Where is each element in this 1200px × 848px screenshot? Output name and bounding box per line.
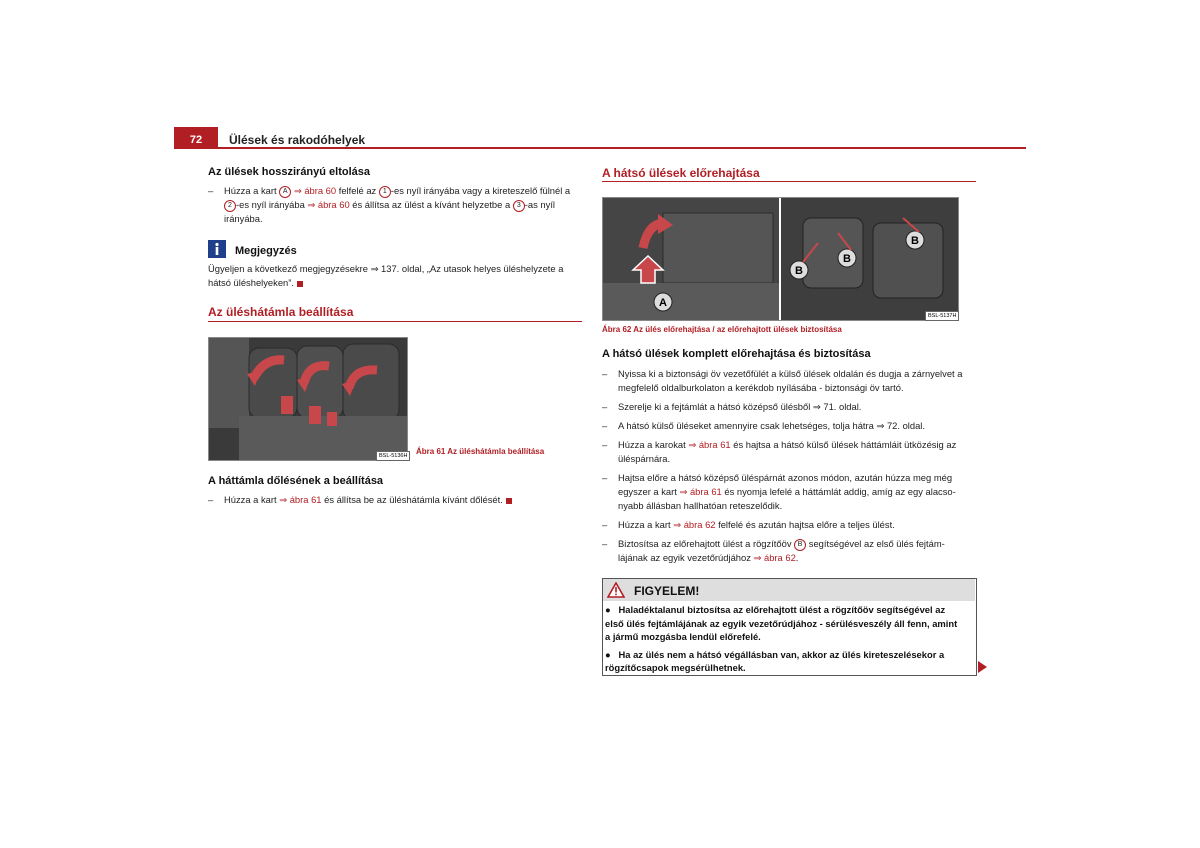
subheading-inclination: A háttámla dőlésének a beállítása [208,475,384,487]
section-rule [602,181,976,182]
figure-62-caption: Ábra 62 Az ülés előrehajtása / az előrehajtott ülések biztosítása [602,325,842,334]
warning-text [605,603,973,675]
end-marker [297,281,303,287]
figure-62-image [602,197,959,321]
page-number: 72 [174,127,218,148]
figure-code: BSL-5137H [925,311,959,321]
list-item: – Húzza a kart ⇒ ábra 62 felfelé és azután hajtsa előre a teljes ülést. [602,519,895,530]
figure-reference: ábra 61 [698,439,731,450]
list-item: – Húzza a karokat ⇒ ábra 61 és hajtsa a hátsó külső ülések háttámláit ütközésig az üléspárnára. [602,439,957,464]
header-rule [174,147,1026,149]
warning-triangle-icon [607,582,625,603]
list-item: – Húzza a kart A ⇒ ábra 60 felfelé az 1 -es nyíl irányába vagy a kireteszelő fülnél a 2 -es nyíl irányába ⇒ ábra 60 és állítsa az ülést a kívánt helyzetbe a 3 -as nyíl irányába. [208,185,571,224]
section-heading-backrest: Az üléshátámla beállítása [208,305,354,319]
list-item: – A hátsó külső üléseket amennyire csak lehetséges, tolja hátra ⇒ 72. oldal. [602,420,925,431]
callout-1: 1 [379,186,391,198]
figure-reference: ábra 62 [763,552,796,563]
instruction-list [602,367,982,565]
section-heading-fold: A hátsó ülések előrehajtása [602,166,760,180]
list-item: – Szerelje ki a fejtámlát a hátsó középső ülésből ⇒ 71. oldal. [602,401,862,412]
list-item: – Biztosítsa az előrehajtott ülést a rögzítőöv B segítségével az első ülés fejtám- lájának az egyik vezetőrúdjához ⇒ ábra 62. [602,538,945,563]
figure-reference: ábra 60 [304,185,337,196]
callout-3: 3 [513,200,525,212]
callout-label-b: B [795,265,803,277]
list-item: – Húzza a kart ⇒ ábra 61 és állítsa be az üléshátámla kívánt dőlését. [208,493,588,507]
callout-label-b: B [911,235,919,247]
figure-reference: ábra 60 [317,199,350,210]
figure-reference: ábra 62 [683,519,716,530]
list-item: – Nyissa ki a biztonsági öv vezetőfülét a külső ülések oldalán és dugja a zárnyelvet a megfelelő oldalburkolaton a kerékdob nyílásába - biztonsági öv tartó. [602,368,963,393]
warning-bullet: ● Haladéktalanul biztosítsa az előrehajtott ülést a rögzítőöv segítségével az első ülés fejtámlájának az egyik vezetőrúdjához - sérülésveszély áll fenn, amint a jármű mozgásba lendül előrefelé. [605,604,958,642]
warning-title: FIGYELEM! [634,584,700,598]
section-rule [208,321,582,322]
info-icon [208,240,226,258]
warning-bullet: ● Ha az ülés nem a hátsó végállásban van, akkor az ülés kireteszelésekor a rögzítőcsapok megsérülhetnek. [605,648,945,673]
subheading-longitudinal: Az ülések hosszirányú eltolása [208,166,371,178]
end-marker [506,498,512,504]
note-title: Megjegyzés [235,245,297,257]
callout-b: B [794,539,806,551]
figure-reference: ábra 61 [689,486,722,497]
note-text: Ügyeljen a következő megjegyzésekre ⇒ 137. oldal, „Az utasok helyes üléshelyzete a hátsó üléshelyeken”. [208,263,564,288]
figure-reference: ábra 61 [289,494,322,505]
chapter-title: Ülések és rakodóhelyek [229,133,366,147]
figure-61-image [208,337,408,461]
subheading-complete-fold: A hátsó ülések komplett előrehajtása és biztosítása [602,348,871,360]
callout-a: A [279,186,291,198]
figure-61-caption: Ábra 61 Az üléshátámla beállítása [416,447,545,456]
callout-label-a: A [659,297,667,309]
callout-label-b: B [843,253,851,265]
callout-2: 2 [224,200,236,212]
figure-code: BSL-5136H [376,451,410,461]
continue-arrow-icon [978,660,987,678]
list-item: – Hajtsa előre a hátsó középső üléspárnát azonos módon, azután húzza meg még egyszer a kart ⇒ ábra 61 és nyomja lefelé a háttámlát addig, amíg az egy alacso- nyabb állásban hallhatóan reteszelődik. [602,472,956,511]
